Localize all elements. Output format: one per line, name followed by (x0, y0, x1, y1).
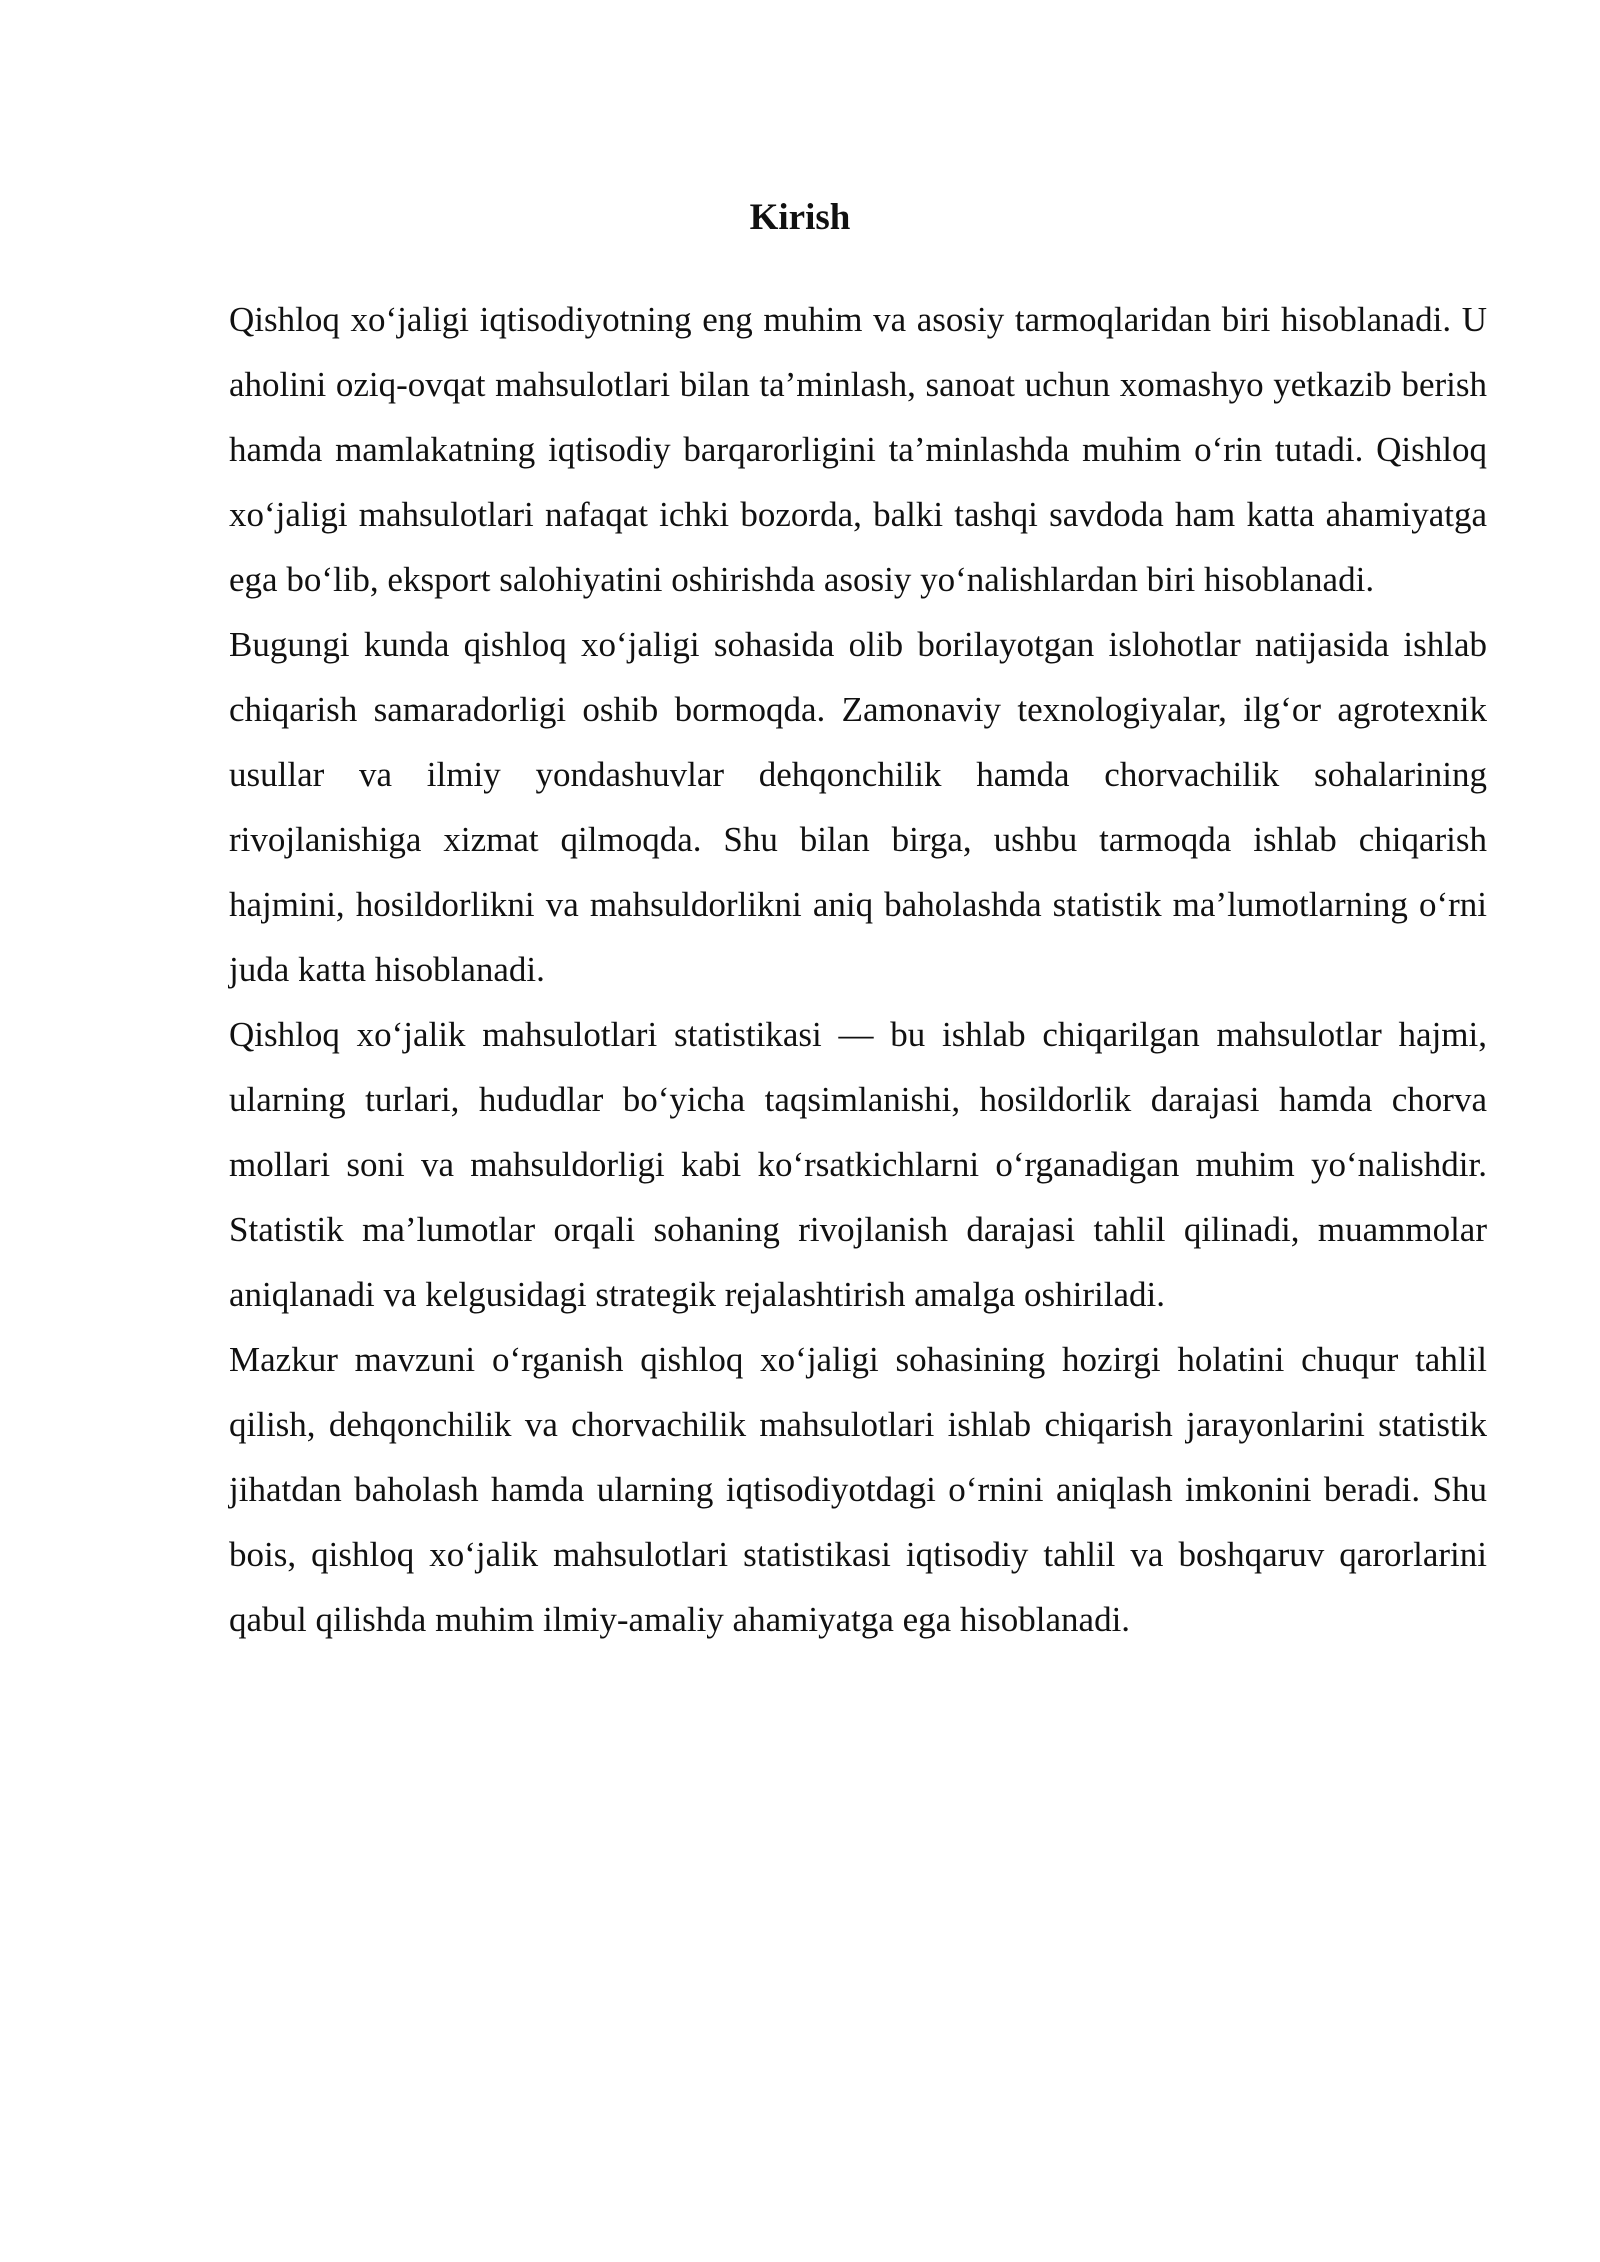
paragraph-2: Bugungi kunda qishloq xo‘jaligi sohasida olib borilayotgan islohotlar natijasida ishlab chiqarish samaradorligi oshib bormoqda. Zamonaviy texnologiyalar, ilg‘or agrotexnik usullar va ilmiy yondashuvlar dehqonchilik hamda chorvachilik sohalarining rivojlanishiga xizmat qilmoqda. Shu bilan birga, ushbu tarmoqda ishlab chiqarish hajmini, hosildorlikni va mahsuldorlikni aniq baholashda statistik ma’lumotlarning o‘rni juda katta hisoblanadi. (229, 625, 1487, 989)
paragraph-3: Qishloq xo‘jalik mahsulotlari statistikasi — bu ishlab chiqarilgan mahsulotlar hajmi, ularning turlari, hududlar bo‘yicha taqsimlanishi, hosildorlik darajasi hamda chorva mollari soni va mahsuldorligi kabi ko‘rsatkichlarni o‘rganadigan muhim yo‘nalishdir. Statistik ma’lumotlar orqali sohaning rivojlanish darajasi tahlil qilinadi, muammolar aniqlanadi va kelgusidagi strategik rejalashtirish amalga oshiriladi. (229, 1015, 1487, 1314)
document-title: Kirish (749, 197, 851, 238)
document-body (229, 287, 1487, 1652)
paragraph-4: Mazkur mavzuni o‘rganish qishloq xo‘jaligi sohasining hozirgi holatini chuqur tahlil qilish, dehqonchilik va chorvachilik mahsulotlari ishlab chiqarish jarayonlarini statistik jihatdan baholash hamda ularning iqtisodiyotdagi o‘rnini aniqlash imkonini beradi. Shu bois, qishloq xo‘jalik mahsulotlari statistikasi iqtisodiy tahlil va boshqaruv qarorlarini qabul qilishda muhim ilmiy-amaliy ahamiyatga ega hisoblanadi. (229, 1340, 1487, 1639)
paragraph-1: Qishloq xo‘jaligi iqtisodiyotning eng muhim va asosiy tarmoqlaridan biri hisoblanadi. U aholini oziq-ovqat mahsulotlari bilan ta’minlash, sanoat uchun xomashyo yetkazib berish hamda mamlakatning iqtisodiy barqarorligini ta’minlashda muhim o‘rin tutadi. Qishloq xo‘jaligi mahsulotlari nafaqat ichki bozorda, balki tashqi savdoda ham katta ahamiyatga ega bo‘lib, eksport salohiyatini oshirishda asosiy yo‘nalishlardan biri hisoblanadi. (229, 300, 1487, 599)
